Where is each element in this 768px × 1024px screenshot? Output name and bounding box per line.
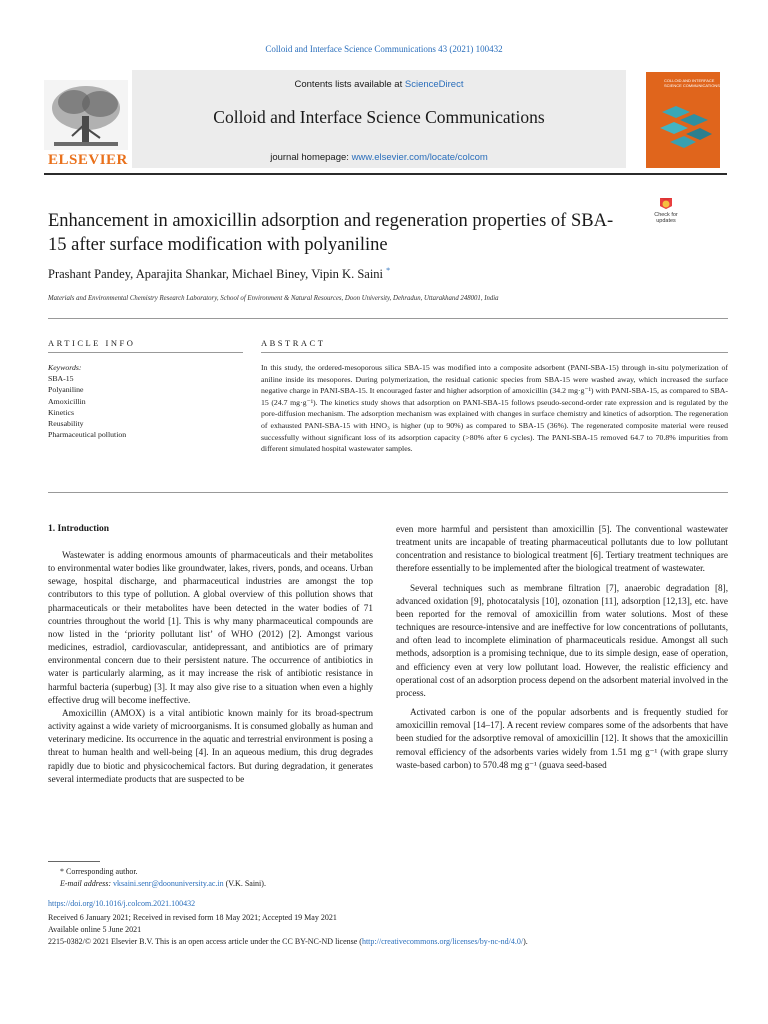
paragraph: even more harmful and persistent than amoxicillin [5]. The conventional wastewater treatment units are incapable of treating pharmaceutical pollutants due to low pollutant concentration and resistance to biological treatment [6]. Tertiary treatment techniques are therefore essentially to be implemented after the biological treatment of wastewater. — [396, 524, 728, 574]
divider — [48, 318, 728, 319]
cover-title: COLLOID AND INTERFACE SCIENCE COMMUNICATIONS — [664, 78, 720, 88]
doi-link[interactable]: https://doi.org/10.1016/j.colcom.2021.100432 — [48, 899, 196, 908]
paragraph: Several techniques such as membrane filtration [7], anaerobic degradation [8], advanced oxidation [9], photocatalysis [10], ozonation [11], adsorption [12,13], etc. have been reported for the removal of amoxicillin from water solutions. Most of these techniques are resource-intensive and are ineffective for low concentrations of pollutants, and often lead to incomplete elimination of pharmaceuticals residue. Amongst all such methods, adsorption is a promising technique, due to its simple design, ease of operation, and efficiency even at very low pollutant load. However, the realistic efficiency and operational cost of an adsorption process depend on the adsorbent material involved in the process. — [396, 582, 728, 698]
footnote-divider — [48, 861, 100, 862]
paragraph: Activated carbon is one of the popular adsorbents and is frequently studied for amoxicillin removal [14–17]. A recent review compares some of the adsorbents that have been studied for the adsorptive removal of amoxicillin [12]. It shows that the amoxicillin removal efficiency of the adsorbents varies widely from 1.51 mg g⁻¹ (with grape slurry waste-based carbon) to 570.48 mg g⁻¹ (guava seed-based — [396, 707, 728, 770]
journal-title: Colloid and Interface Science Communications — [213, 107, 545, 127]
body-column-right — [396, 523, 728, 772]
affiliation: Materials and Environmental Chemistry Research Laboratory, School of Environment & Natural Resources, Doon University, Dehradun, Uttarakhand 248001, India — [48, 295, 499, 302]
body-column-left — [48, 549, 373, 786]
elsevier-wordmark: ELSEVIER — [48, 152, 128, 168]
contents-prefix: Contents lists available at — [294, 79, 405, 90]
email-link[interactable]: vksaini.senr@doonuniversity.ac.in — [113, 879, 224, 888]
paragraph: Amoxicillin (AMOX) is a vital antibiotic known mainly for its broad-spectrum activity against a wide variety of microorganisms. It is consumed globally as human and veterinary medicine. Its occurrence in the aquatic and terrestrial environment is posing a threat to human health and well-being [4]. In an aqueous medium, this drug degrades rapidly due to biotic and physicochemical factors. But during degradation, it generates several intermediate products that are suspected to be — [48, 707, 373, 784]
abstract-text: In this study, the ordered-mesoporous silica SBA-15 was modified into a composite adsorbent (PANI-SBA-15) through in-situ polymerization of aniline inside its mesopores. During polymerization, the residual cationic species from SBA-15 were washed away, which increased the surface negative charge in PANI-SBA-15. It encouraged faster and higher adsorption of amoxicillin (34.2 mg·g⁻¹) with PANI-SBA-15, as compared to SBA-15 (24.7 mg·g⁻¹). The kinetics study shows that adsorption on PANI-SBA-15 follows pseudo-second-order rate expression and is regulated by the pore-diffusion mechanism. The adsorption mechanism was explained with changes in surface chemistry and kinetics of adsorption. The regeneration of exhausted PANI-SBA-15 with HNO₃ is higher (up to 90%) as compared to SBA-15 (36%). The regenerated composite material were reused successfully without significant loss of its adsorption capacity (>80% after 6 cycles). The PANI-SBA-15 removed 64.7 to 70.8% impurities from different simulated hospital wastewater samples. — [261, 363, 728, 454]
homepage-prefix: journal homepage: — [270, 152, 352, 163]
article-info-label: ARTICLE INFO — [48, 338, 136, 348]
keyword: Amoxicillin — [48, 396, 86, 406]
authors: Prashant Pandey, Aparajita Shankar, Michael Biney, Vipin K. Saini — [48, 267, 384, 282]
license-link[interactable]: http://creativecommons.org/licenses/by-nc-nd/4.0/ — [361, 937, 524, 946]
corresponding-author-note: * Corresponding author. — [60, 867, 138, 876]
keywords-heading: Keywords: — [48, 363, 82, 372]
crossmark-label — [646, 212, 686, 224]
corresponding-author-mark[interactable]: * — [386, 266, 391, 275]
keywords-block — [48, 362, 243, 440]
crossmark-line-1: Check for — [654, 212, 678, 218]
contents-available-line — [132, 79, 626, 90]
email-label: E-mail address: — [60, 879, 114, 888]
keyword: Pharmaceutical pollution — [48, 430, 127, 440]
paragraph: Wastewater is adding enormous amounts of pharmaceuticals and their metabolites to environmental water bodies like groundwater, lakes, rivers, ponds, and oceans. Urban sewage, hospital discharge, and pharmaceutical industries are amongst the top contributors to this type of pollution. A global overview of this pollution shows that pharmaceuticals or their metabolites have been detected in the water bodies of 71 countries throughout the world [1]. This is why many pharmaceutical compounds are now listed in the ‘priority pollutant list’ of WHO (2012) [2]. Amongst various medicines, estradiol, cardiovascular, antidepressant, and antibiotics are of primary environmental concern due to their persistent nature. The occurrence of antibiotics in water is particularly alarming, as it may increase the risk of antibiotic resistance in harmful bacteria (superbug) [3]. It may also give rise to a situation when even a highly effective drug will become ineffective. — [48, 550, 373, 705]
email-note — [48, 878, 728, 890]
cover-graphic — [646, 72, 720, 168]
keyword: Polyaniline — [48, 385, 84, 395]
sciencedirect-link[interactable]: ScienceDirect — [404, 79, 464, 90]
license-suffix: ). — [523, 937, 528, 946]
keyword: Kinetics — [48, 407, 74, 417]
author-list — [48, 266, 688, 282]
abstract-divider — [261, 352, 728, 353]
journal-cover-thumbnail[interactable] — [646, 72, 720, 168]
footnotes — [48, 866, 728, 890]
license-prefix: 2215-0382/© 2021 Elsevier B.V. This is an open access article under the CC BY-NC-ND license ( — [48, 937, 362, 946]
keyword: Reusability — [48, 419, 84, 429]
article-info-divider — [48, 352, 243, 353]
license-line — [48, 937, 738, 946]
crossmark-line-2: updates — [656, 218, 676, 224]
available-online-date: Available online 5 June 2021 — [48, 925, 142, 934]
journal-citation[interactable]: Colloid and Interface Science Communications 43 (2021) 100432 — [265, 44, 503, 54]
homepage-link[interactable]: www.elsevier.com/locate/colcom — [351, 152, 488, 163]
article-title: Enhancement in amoxicillin adsorption and regeneration properties of SBA-15 after surface modification with polyaniline — [48, 211, 614, 255]
header-divider — [44, 173, 727, 175]
abstract-label: ABSTRACT — [261, 338, 326, 348]
keyword: SBA-15 — [48, 374, 74, 384]
email-suffix: (V.K. Saini). — [223, 879, 266, 888]
journal-homepage-line — [132, 152, 626, 163]
received-dates: Received 6 January 2021; Received in revised form 18 May 2021; Accepted 19 May 2021 — [48, 913, 337, 922]
divider — [48, 492, 728, 493]
section-heading-introduction: 1. Introduction — [48, 524, 110, 534]
